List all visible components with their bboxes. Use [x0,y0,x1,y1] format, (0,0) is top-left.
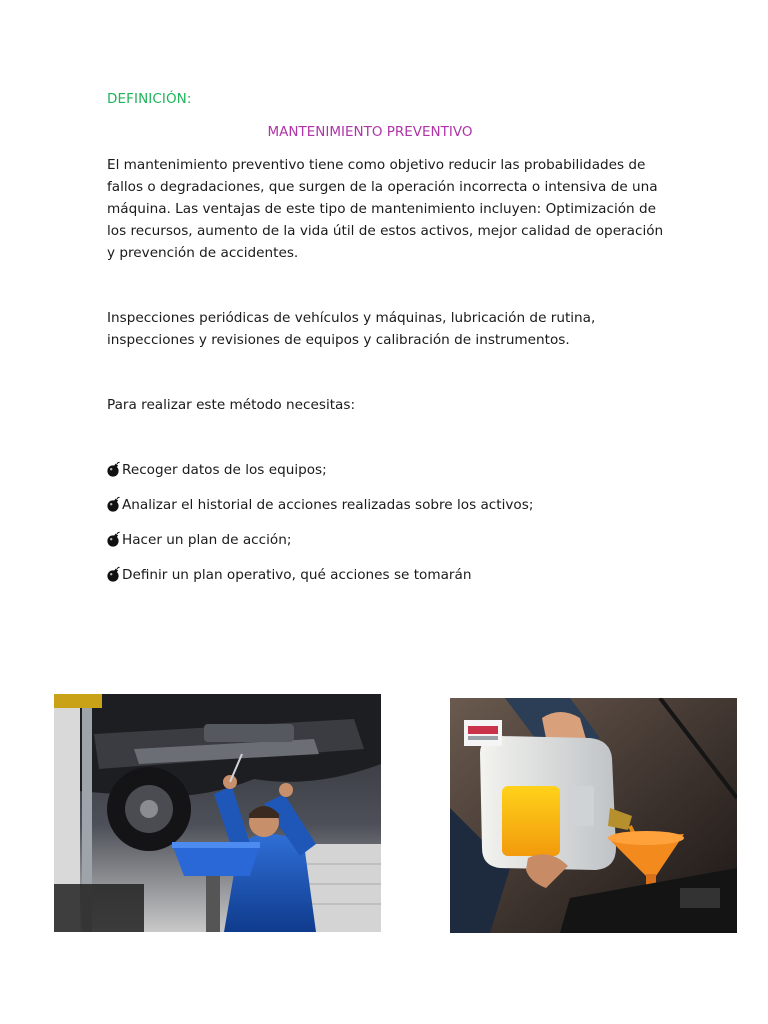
list-item [107,564,533,599]
list-item-text: Recoger datos de los equipos; [122,462,327,478]
list-item-text: Analizar el historial de acciones realizadas sobre los activos; [122,497,534,513]
oil-pouring-photo [450,698,737,933]
requirements-intro: Para realizar este método necesitas: [107,397,356,413]
bomb-icon [107,494,122,516]
bomb-icon [107,529,122,551]
list-item [107,459,533,494]
mechanic-under-car-photo [54,694,381,932]
list-item-text: Hacer un plan de acción; [122,532,292,548]
bomb-icon [107,459,122,481]
definition-paragraph: El mantenimiento preventivo tiene como objetivo reducir las probabilidades de fallos o degradaciones, que surgen de la operación incorrecta o intensiva de una máquina. Las ventajas de este tipo de mantenimiento incluyen: Optimización de los recursos, aumento de la vida útil de estos activos, mejor calidad de operación y prevención de accidentes. [107,157,664,261]
document-subtitle: MANTENIMIENTO PREVENTIVO [267,124,473,140]
requirements-list [107,459,533,599]
bomb-icon [107,564,122,586]
list-item [107,529,533,564]
definition-heading: DEFINICIÓN: [107,91,192,107]
list-item-text: Definir un plan operativo, qué acciones se tomarán [122,567,472,583]
examples-paragraph: Inspecciones periódicas de vehículos y máquinas, lubricación de rutina, inspecciones y revisiones de equipos y calibración de instrumentos. [107,310,596,348]
list-item [107,494,533,529]
